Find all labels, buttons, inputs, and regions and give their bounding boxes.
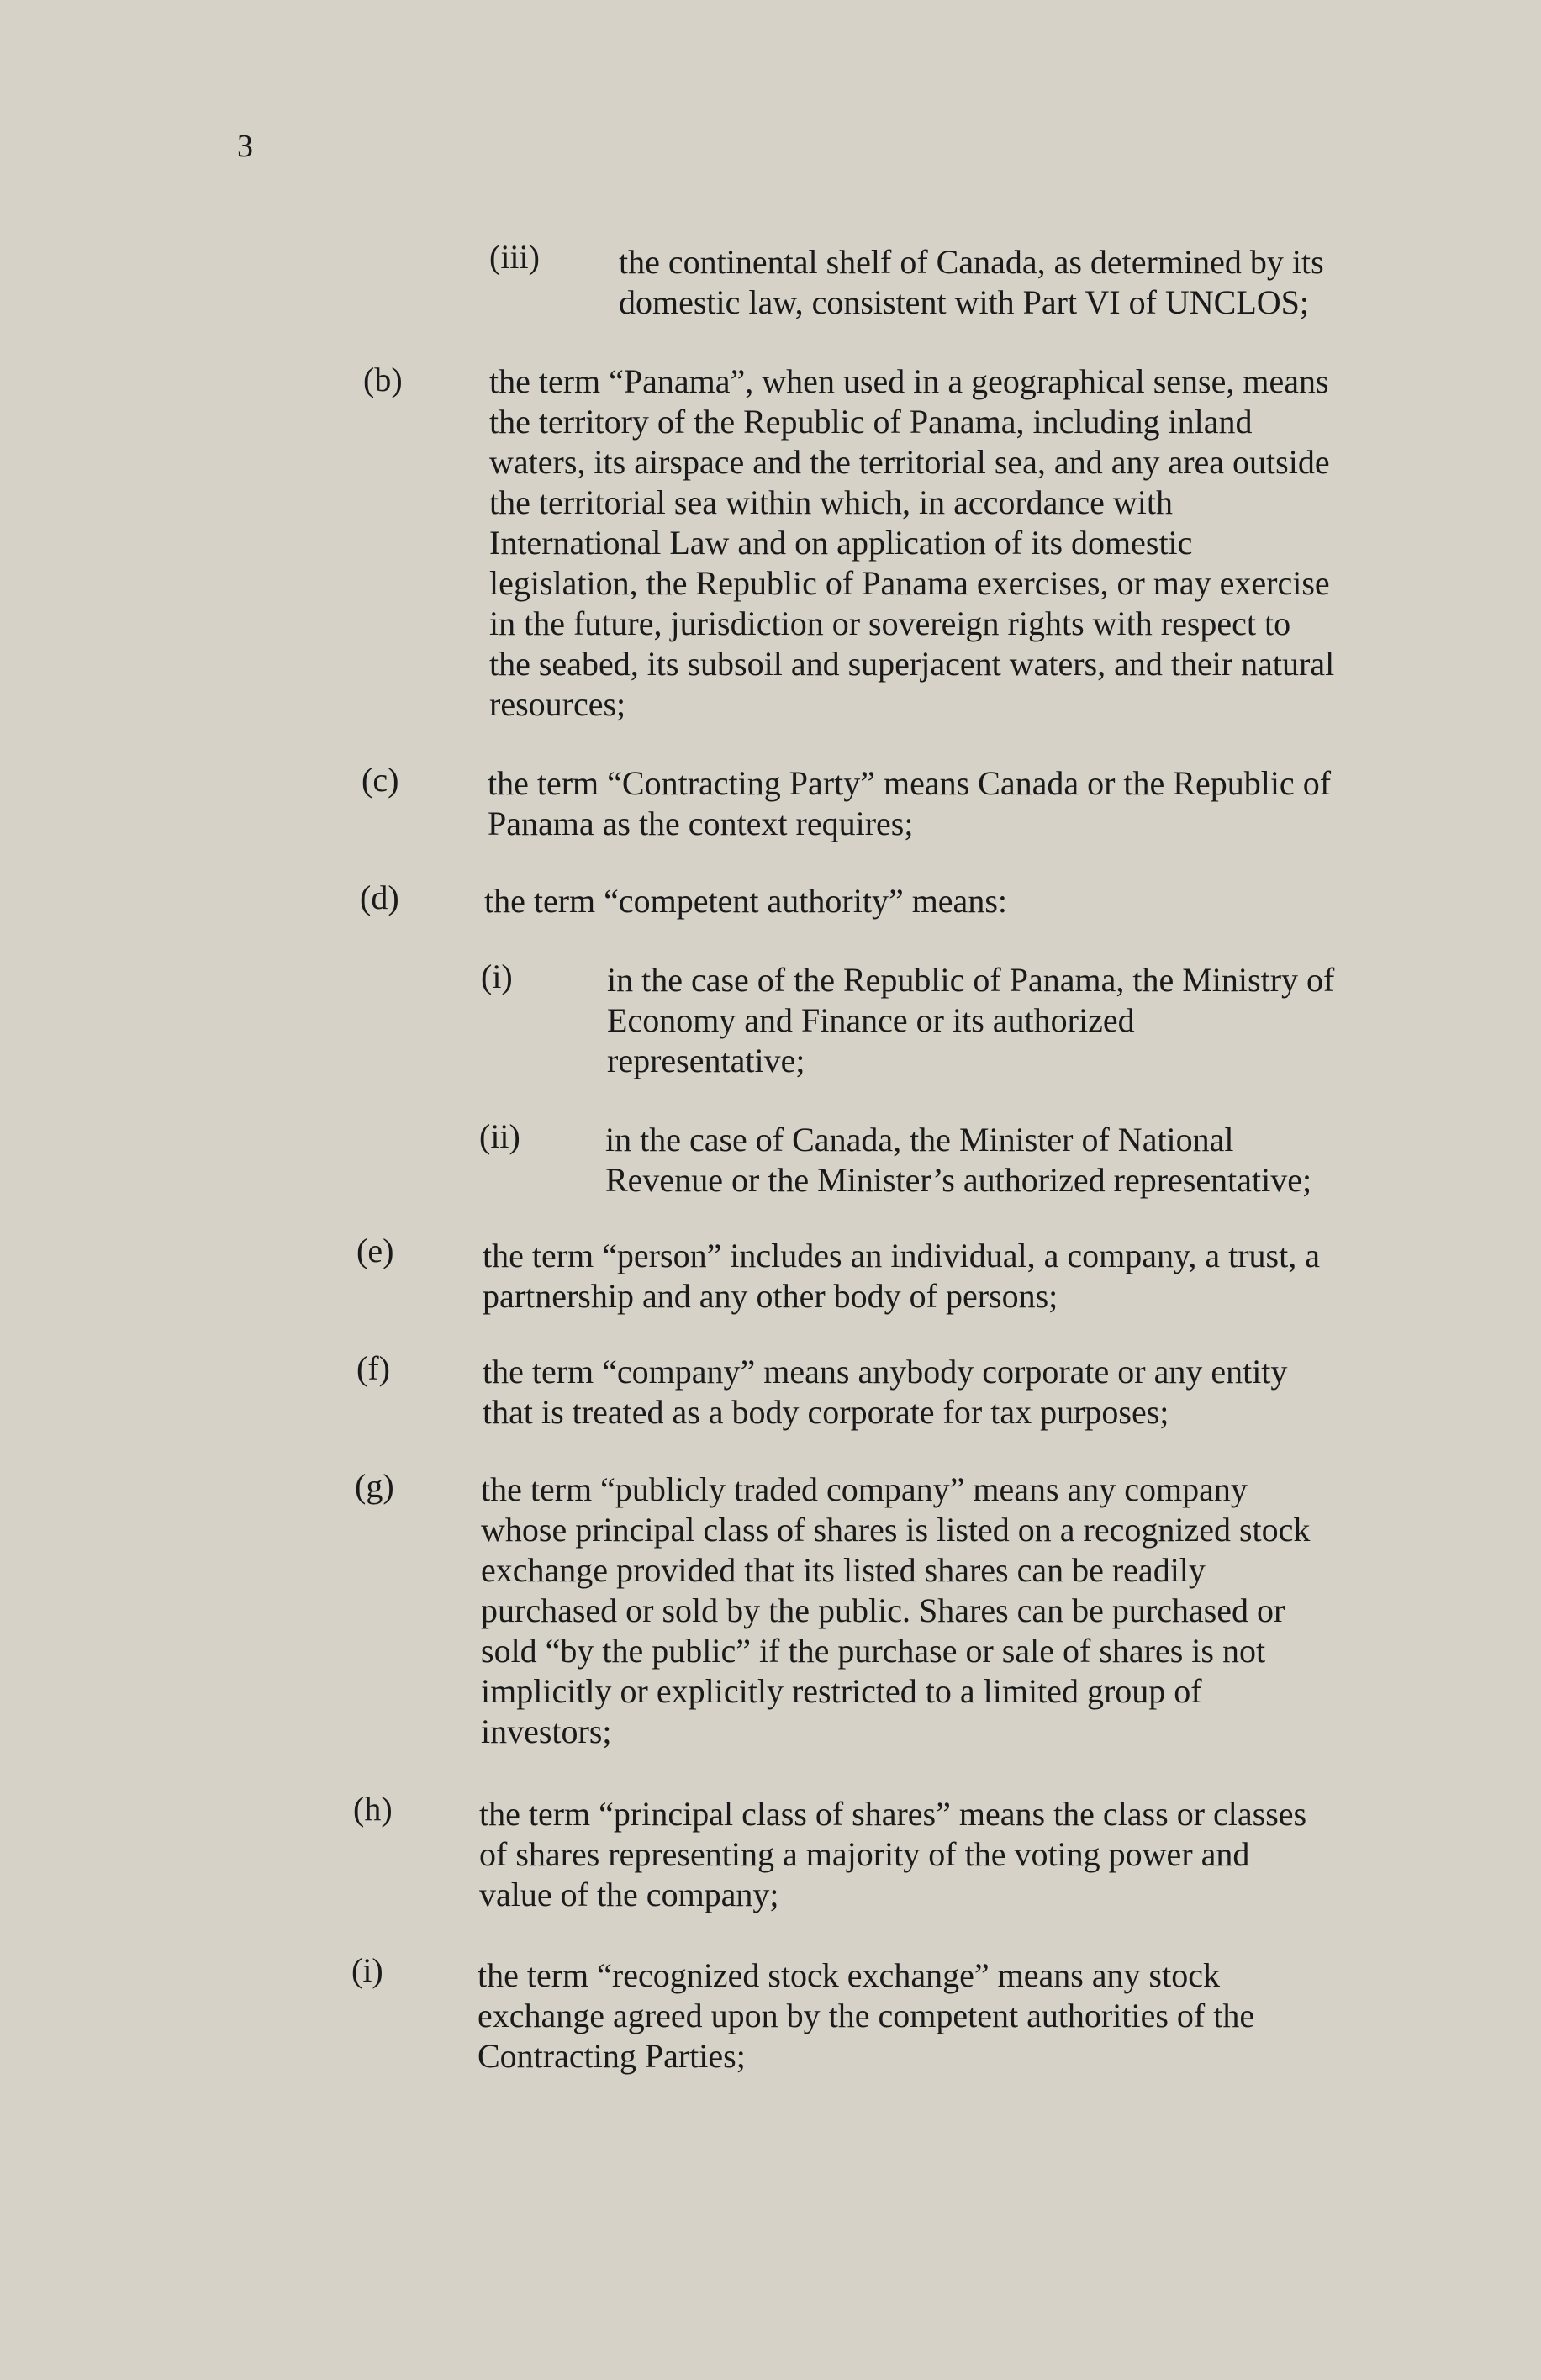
- item-label: (f): [356, 1349, 390, 1387]
- item-line: Revenue or the Minister’s authorized representative;: [605, 1161, 1312, 1199]
- item-line: the term “person” includes an individual, a company, a trust, a: [483, 1237, 1320, 1274]
- item-line: the term “company” means anybody corporate or any entity: [483, 1353, 1288, 1391]
- item-line: whose principal class of shares is listed on a recognized stock: [481, 1511, 1311, 1549]
- item-line: the term “competent authority” means:: [484, 882, 1007, 920]
- item-line: the term “recognized stock exchange” means any stock: [478, 1956, 1220, 1994]
- item-line: the term “Contracting Party” means Canada or the Republic of: [488, 764, 1332, 802]
- item-line: International Law and on application of its domestic: [489, 524, 1193, 562]
- item-line: the term “publicly traded company” means any company: [481, 1470, 1248, 1508]
- item-label: (iii): [489, 238, 540, 276]
- item-line: implicitly or explicitly restricted to a limited group of: [481, 1672, 1202, 1710]
- item-line: that is treated as a body corporate for tax purposes;: [483, 1393, 1169, 1431]
- item-line: the territorial sea within which, in accordance with: [489, 483, 1174, 521]
- item-label: (i): [481, 958, 513, 995]
- item-line: in the future, jurisdiction or sovereign rights with respect to: [489, 604, 1291, 642]
- item-line: exchange agreed upon by the competent authorities of the: [478, 1997, 1255, 2034]
- item-label: (g): [355, 1467, 394, 1505]
- item-line: purchased or sold by the public. Shares can be purchased or: [481, 1591, 1285, 1629]
- page-number: 3: [237, 129, 253, 164]
- item-line: investors;: [481, 1712, 612, 1750]
- item-label: (e): [356, 1232, 394, 1269]
- item-label: (b): [363, 361, 403, 398]
- item-line: exchange provided that its listed shares can be readily: [481, 1551, 1206, 1589]
- item-line: of shares representing a majority of the voting power and: [479, 1835, 1250, 1873]
- item-line: in the case of the Republic of Panama, the Ministry of: [607, 961, 1335, 999]
- item-label: (ii): [479, 1117, 520, 1155]
- item-line: in the case of Canada, the Minister of National: [605, 1121, 1234, 1158]
- item-line: domestic law, consistent with Part VI of UNCLOS;: [619, 283, 1310, 321]
- item-line: the term “Panama”, when used in a geographical sense, means: [489, 362, 1329, 400]
- item-line: value of the company;: [479, 1876, 779, 1913]
- item-line: Panama as the context requires;: [488, 805, 914, 842]
- item-line: partnership and any other body of persons;: [483, 1277, 1058, 1315]
- item-label: (c): [362, 761, 399, 799]
- item-line: the continental shelf of Canada, as determined by its: [619, 243, 1324, 281]
- item-label: (h): [353, 1790, 393, 1828]
- item-label: (d): [360, 879, 399, 916]
- item-line: representative;: [607, 1042, 805, 1079]
- item-line: Economy and Finance or its authorized: [607, 1001, 1135, 1039]
- item-line: the term “principal class of shares” means the class or classes: [479, 1795, 1307, 1833]
- item-line: legislation, the Republic of Panama exercises, or may exercise: [489, 564, 1330, 602]
- item-line: the territory of the Republic of Panama, including inland: [489, 403, 1253, 441]
- item-label: (i): [351, 1951, 383, 1989]
- item-line: waters, its airspace and the territorial sea, and any area outside: [489, 443, 1330, 481]
- item-line: the seabed, its subsoil and superjacent waters, and their natural: [489, 645, 1335, 683]
- item-line: Contracting Parties;: [478, 2037, 746, 2075]
- item-line: sold “by the public” if the purchase or sale of shares is not: [481, 1632, 1266, 1670]
- item-line: resources;: [489, 685, 626, 723]
